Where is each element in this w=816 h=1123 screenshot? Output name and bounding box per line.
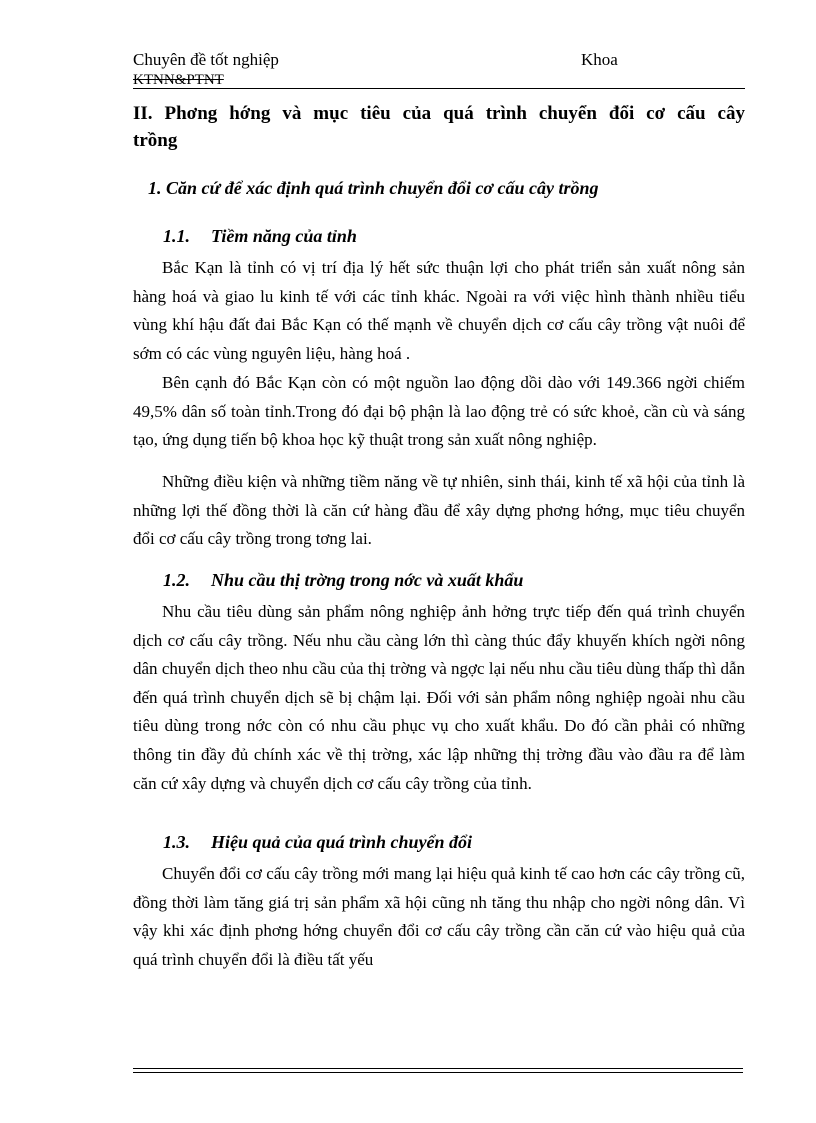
footer-rule — [133, 1072, 743, 1073]
item-title: Nhu cầu thị trờng trong nớc và xuất khẩu — [211, 570, 524, 590]
header-rule — [133, 88, 745, 89]
item-number: 1.2. — [163, 570, 190, 590]
paragraph: Những điều kiện và những tiềm năng về tự nhiên, sinh thái, kinh tế xã hội của tỉnh là những lợi thế đồng thời là căn cứ hàng đầu để xây dựng phơng hớng, mục tiêu chuyển đổi cơ cấu cây trồng trong tơng lai. — [133, 472, 745, 549]
paragraph: Bắc Kạn là tỉnh có vị trí địa lý hết sức thuận lợi cho phát triển sản xuất nông sản hàng hoá và giao lu kinh tế với các tỉnh khác. Ngoài ra với việc hình thành nhiều tiểu vùng khí hậu đất đai Bắc Kạn có thế mạnh về chuyển dịch cơ cấu cây trồng vật nuôi để sớm có các vùng nguyên liệu, hàng hoá . — [133, 258, 745, 363]
header-right-text: Khoa — [581, 50, 618, 69]
section-title-line2: trồng — [133, 130, 178, 151]
item-heading-1-3 — [163, 832, 472, 853]
item-heading-1-2 — [163, 570, 523, 591]
header-left-line2: KTNN&PTNT — [133, 72, 224, 88]
header-left-text: Chuyên đề tốt nghiệp — [133, 50, 279, 69]
item-title: Hiệu quả của quá trình chuyển đổi — [211, 832, 473, 852]
item-number: 1.3. — [163, 832, 190, 852]
item-number: 1.1. — [163, 226, 190, 246]
item-heading-1-1 — [163, 226, 357, 247]
paragraph: Chuyển đổi cơ cấu cây trồng mới mang lại hiệu quả kinh tế cao hơn các cây trồng cũ, đồng thời làm tăng giá trị sản phẩm xã hội cũng nh tăng thu nhập cho ngời nông dân. Vì vậy khi xác định phơng hớng chuyển đổi cơ cấu cây trồng cần căn cứ vào hiệu quả của quá trình chuyển đổi là điều tất yếu — [133, 864, 745, 969]
paragraph: Bên cạnh đó Bắc Kạn còn có một nguồn lao động dồi dào với 149.366 ngời chiếm 49,5% dân số toàn tỉnh.Trong đó đại bộ phận là lao động trẻ có sức khoẻ, cần cù và sáng tạo, ứng dụng tiến bộ khoa học kỹ thuật trong sản xuất nông nghiệp. — [133, 373, 745, 450]
section-title-line1: II. Phơng hớng và mục tiêu của quá trình chuyển đổi cơ cấu cây — [133, 103, 745, 124]
item-title: Tiềm năng của tỉnh — [211, 226, 357, 246]
subsection-heading: 1. Căn cứ để xác định quá trình chuyển đổi cơ cấu cây trồng — [148, 178, 599, 198]
paragraph: Nhu cầu tiêu dùng sản phẩm nông nghiệp ảnh hởng trực tiếp đến quá trình chuyển dịch cơ cấu cây trồng. Nếu nhu cầu càng lớn thì càng thúc đẩy khuyến khích ngời nông dân chuyển dịch theo nhu cầu của thị trờng và ngợc lại nếu nhu cầu tiêu dùng thấp thì dẫn đến quá trình chuyển dịch sẽ bị chậm lại. Đối với sản phẩm nông nghiệp ngoài nhu cầu tiêu dùng trong nớc còn có nhu cầu phục vụ cho xuất khẩu. Do đó cần phải có những thông tin đầy đủ chính xác về thị trờng, xác lập những thị trờng đầu vào đầu ra để làm căn cứ xây dựng và chuyển dịch cơ cấu cây trồng của tỉnh. — [133, 602, 745, 793]
footer-rule — [133, 1068, 743, 1069]
